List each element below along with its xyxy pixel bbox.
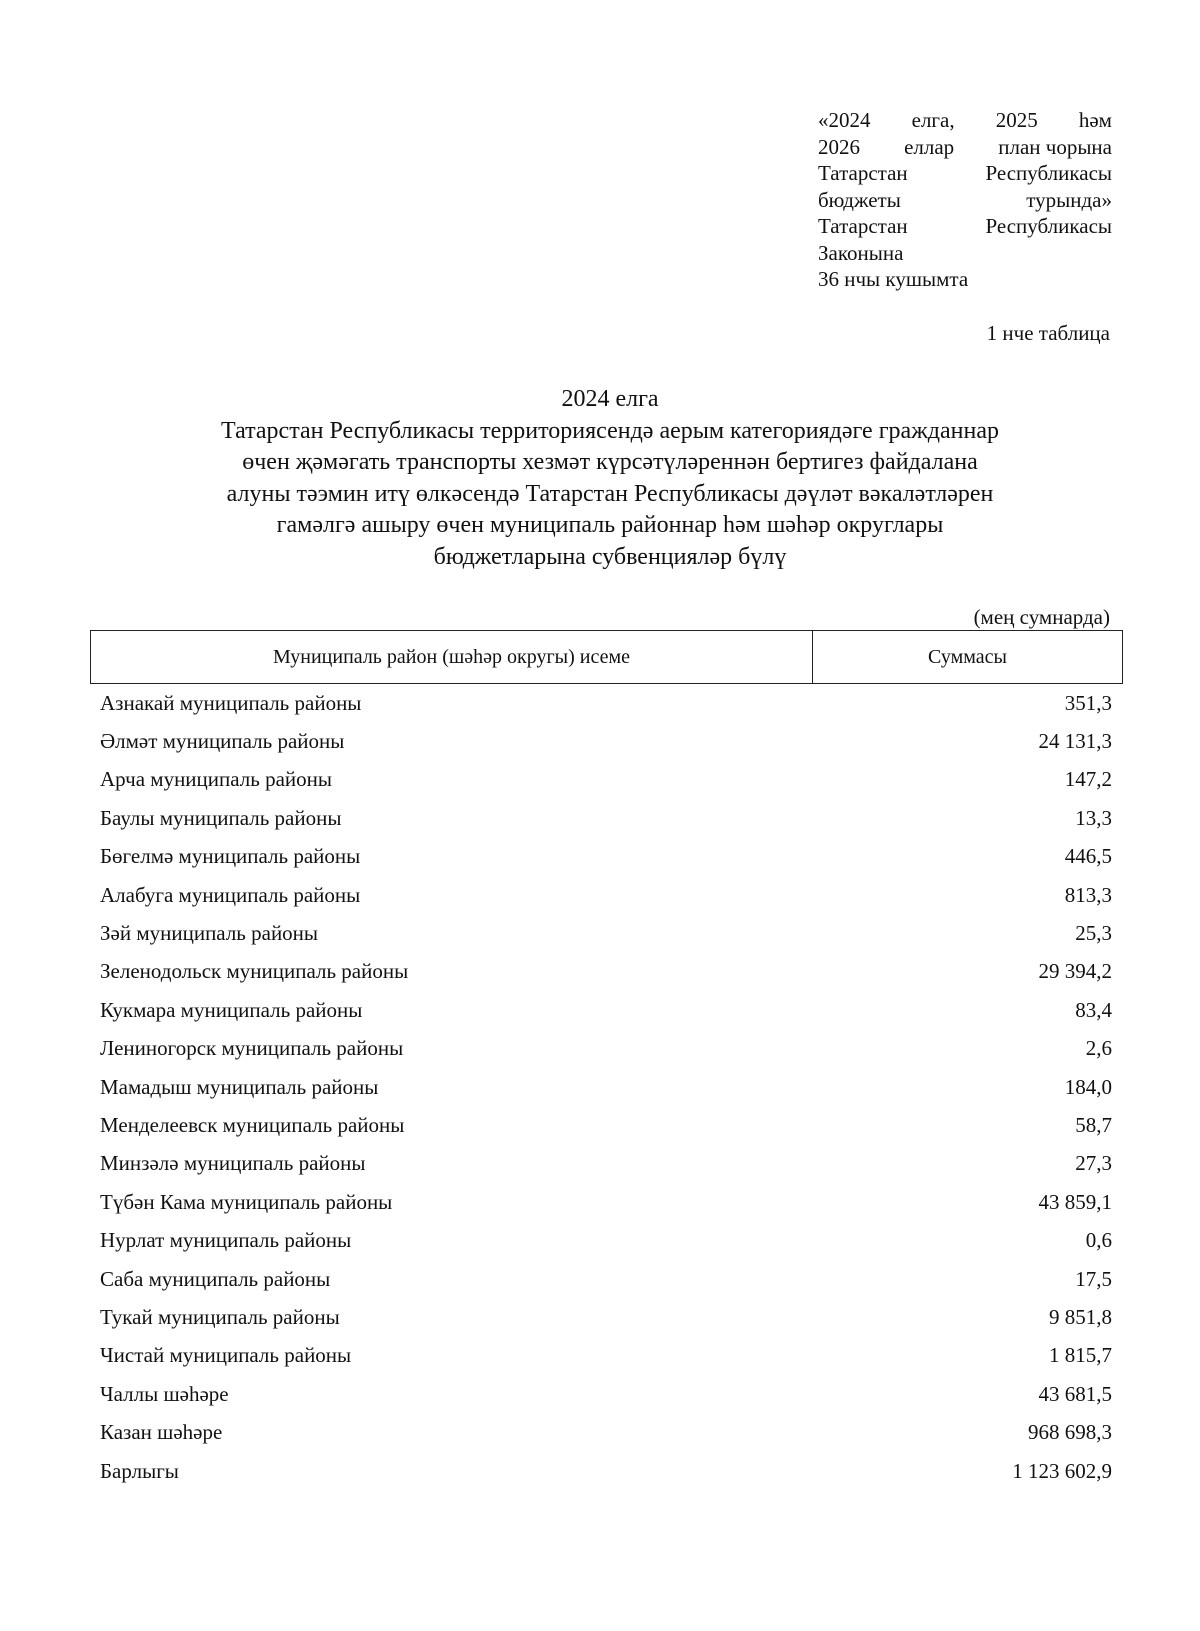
- subvention-amount: 184,0: [1064, 1074, 1112, 1099]
- subvention-amount: 813,3: [1064, 882, 1112, 907]
- table-row: [100, 761, 1112, 799]
- table-row: [100, 1260, 1112, 1298]
- subvention-amount: 1 815,7: [1049, 1343, 1112, 1368]
- subvention-amount: 446,5: [1064, 844, 1112, 869]
- table-row: [100, 684, 1112, 722]
- table-row: [100, 1221, 1112, 1259]
- district-name: Тукай муниципаль районы: [100, 1304, 340, 1329]
- subvention-amount: 17,5: [1075, 1266, 1112, 1291]
- district-name: Зәй муниципаль районы: [100, 921, 319, 946]
- preamble-word: 2025: [995, 108, 1038, 132]
- subvention-amount: 58,7: [1075, 1112, 1112, 1137]
- district-name: Кукмара муниципаль районы: [100, 997, 363, 1022]
- preamble-line: [818, 134, 1112, 161]
- district-name: Түбән Кама муниципаль районы: [100, 1189, 393, 1214]
- district-name: Лениногорск муниципаль районы: [100, 1036, 404, 1061]
- subvention-amount: 27,3: [1075, 1151, 1112, 1176]
- subvention-amount: 83,4: [1075, 997, 1112, 1022]
- district-name: Бөгелмә муниципаль районы: [100, 844, 361, 869]
- table-row: [100, 1068, 1112, 1106]
- subvention-amount: 25,3: [1075, 921, 1112, 946]
- table-row: [100, 799, 1112, 837]
- preamble-word: турында»: [1026, 187, 1112, 212]
- preamble-word: план чорына: [998, 134, 1112, 159]
- table-row: [100, 876, 1112, 914]
- preamble-word: Татарстан: [818, 161, 908, 185]
- district-name: Казан шәһәре: [100, 1420, 223, 1445]
- district-name: Барлыгы: [100, 1458, 179, 1483]
- preamble-word: «2024: [818, 108, 871, 132]
- table-number: 1 нче таблица: [986, 321, 1110, 345]
- table-body: [100, 684, 1112, 1490]
- preamble-word: еллар: [904, 134, 955, 159]
- district-name: Арча муниципаль районы: [100, 767, 332, 792]
- table-row: [100, 838, 1112, 876]
- table-header: [90, 630, 1123, 684]
- preamble-line: Законына: [818, 240, 904, 265]
- title-line: гамәлгә ашыру өчен муниципаль районнар һәм шәһәр округлары: [276, 512, 944, 539]
- table-row: [100, 1452, 1112, 1490]
- preamble-word: Республикасы: [985, 161, 1112, 185]
- preamble-word: бюджеты: [818, 187, 901, 212]
- table-row: [100, 722, 1112, 760]
- district-name: Менделеевск муниципаль районы: [100, 1112, 405, 1137]
- table-row: [100, 1106, 1112, 1144]
- subvention-amount: 2,6: [1085, 1036, 1112, 1061]
- district-name: Нурлат муниципаль районы: [100, 1228, 352, 1253]
- district-name: Зеленодольск муниципаль районы: [100, 959, 409, 984]
- table-row: [100, 914, 1112, 952]
- subvention-amount: 1 123 602,9: [1012, 1458, 1112, 1483]
- table-row: [100, 1413, 1112, 1451]
- subvention-amount: 13,3: [1075, 805, 1112, 830]
- subvention-amount: 9 851,8: [1049, 1304, 1112, 1329]
- table-row: [100, 1030, 1112, 1068]
- table-row: [100, 1337, 1112, 1375]
- subvention-amount: 43 859,1: [1038, 1189, 1112, 1214]
- units-note: (мең сумнарда): [973, 605, 1110, 629]
- title-line: бюджетларына субвенцияләр бүлү: [433, 543, 787, 570]
- preamble-word: 2026: [818, 134, 860, 159]
- district-name: Чистай муниципаль районы: [100, 1343, 352, 1368]
- law-annex-reference: [818, 107, 1112, 293]
- subvention-amount: 968 698,3: [1028, 1420, 1112, 1445]
- district-name: Әлмәт муниципаль районы: [100, 729, 345, 754]
- subvention-amount: 147,2: [1064, 767, 1112, 792]
- table-row: [100, 1145, 1112, 1183]
- preamble-line: 36 нчы кушымта: [818, 267, 969, 291]
- preamble-line: [818, 187, 1112, 214]
- district-name: Саба муниципаль районы: [100, 1266, 331, 1291]
- preamble-word: елга,: [911, 108, 955, 132]
- preamble-line: [818, 213, 1112, 240]
- preamble-word: Республикасы: [985, 214, 1112, 238]
- preamble-word: һәм: [1078, 108, 1112, 132]
- table-row: [100, 1375, 1112, 1413]
- title-line: өчен җәмәгать транспорты хезмәт күрсәтүләреннән бертигез файдалана: [242, 449, 978, 476]
- district-name: Чаллы шәһәре: [100, 1381, 229, 1406]
- preamble-line: [818, 107, 1112, 134]
- subvention-amount: 0,6: [1085, 1228, 1112, 1253]
- subvention-amount: 24 131,3: [1038, 729, 1112, 754]
- district-name: Баулы муниципаль районы: [100, 805, 342, 830]
- district-name: Алабуга муниципаль районы: [100, 882, 361, 907]
- title-line: Татарстан Республикасы территориясендә аерым категориядәге гражданнар: [221, 417, 999, 444]
- table-row: [100, 1183, 1112, 1221]
- column-header-name: Муниципаль район (шәһәр округы) исеме: [91, 631, 813, 683]
- district-name: Азнакай муниципаль районы: [100, 690, 362, 715]
- title-line: алуны тәэмин итү өлкәсендә Татарстан Республикасы дәүләт вәкаләтләрен: [226, 480, 994, 507]
- district-name: Минзәлә муниципаль районы: [100, 1151, 366, 1176]
- table-row: [100, 1298, 1112, 1336]
- subvention-amount: 351,3: [1064, 690, 1112, 715]
- table-row: [100, 953, 1112, 991]
- subvention-amount: 43 681,5: [1038, 1381, 1112, 1406]
- table-row: [100, 991, 1112, 1029]
- district-name: Мамадыш муниципаль районы: [100, 1074, 379, 1099]
- preamble-line: [818, 160, 1112, 187]
- subvention-amount: 29 394,2: [1038, 959, 1112, 984]
- column-header-amount: Суммасы: [928, 645, 1007, 668]
- preamble-word: Татарстан: [818, 214, 908, 238]
- document-title: [120, 384, 1100, 574]
- title-line: 2024 елга: [561, 386, 659, 412]
